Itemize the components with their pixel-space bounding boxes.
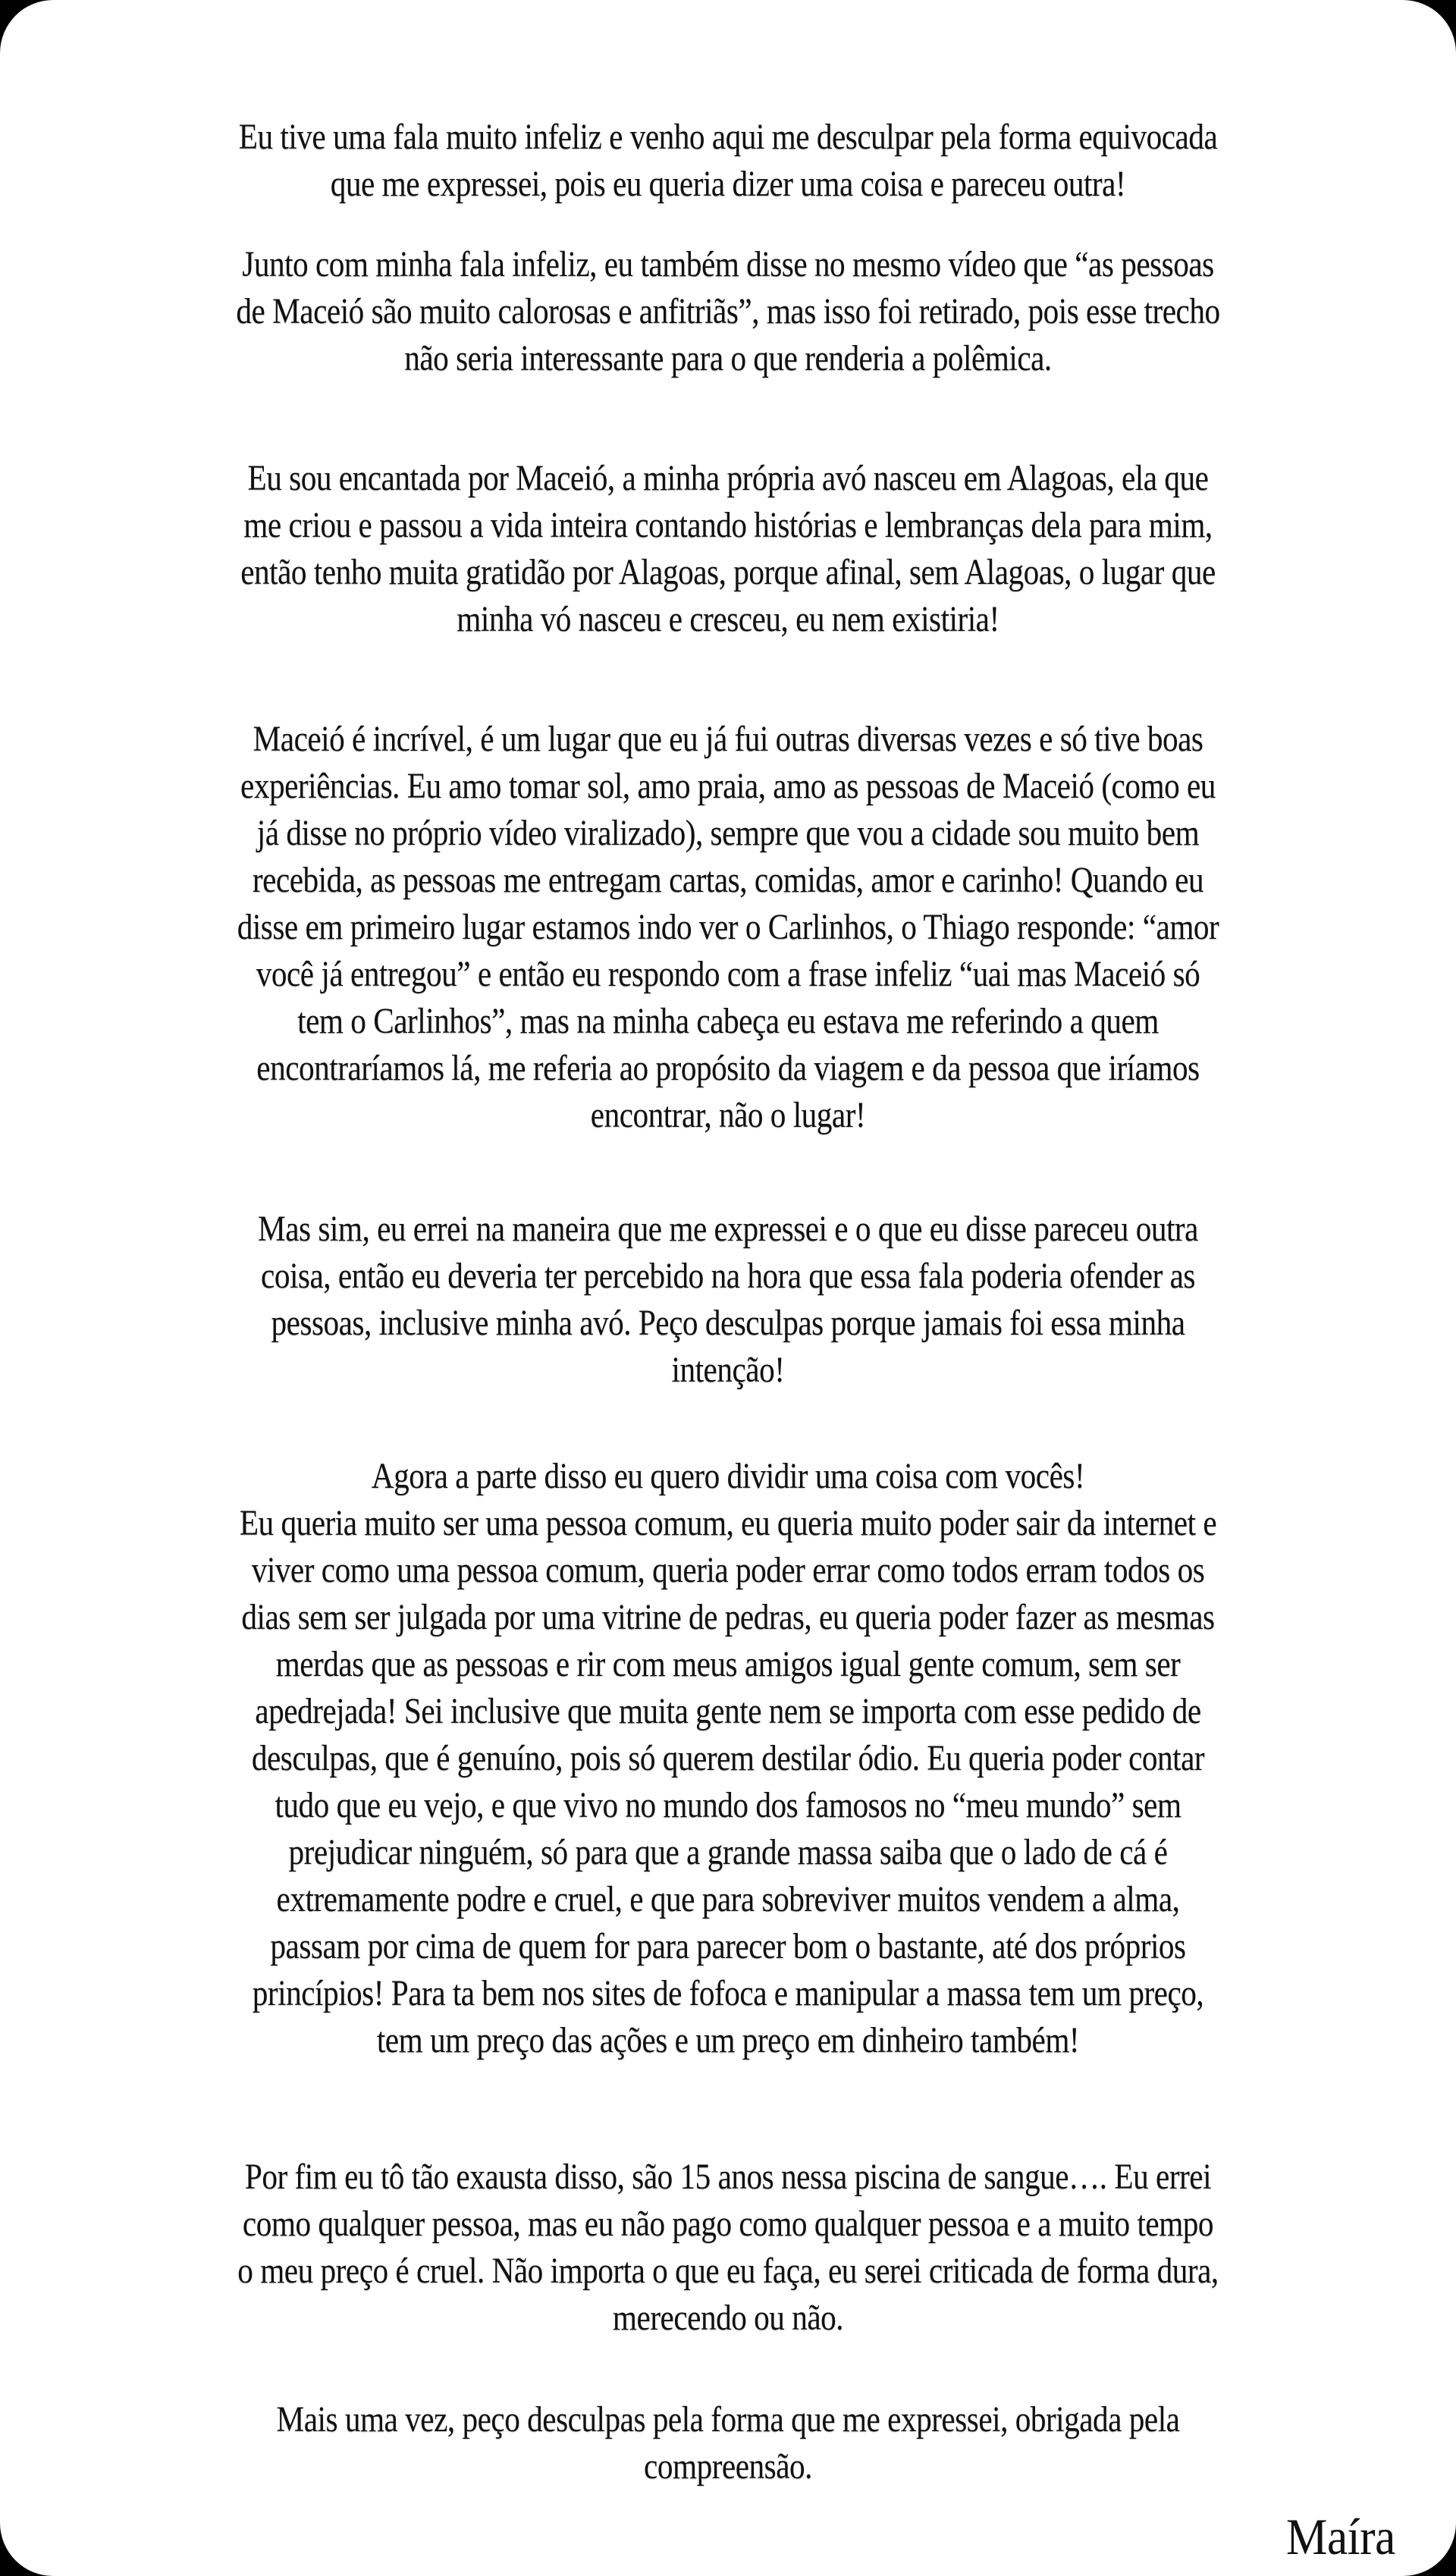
text-line: de Maceió são muito calorosas e anfitriãs”, mas isso foi retirado, pois esse trecho	[236, 291, 1220, 331]
text-line: Por fim eu tô tão exausta disso, são 15 anos nessa piscina de sangue…. Eu errei	[244, 2157, 1212, 2197]
text-line: merecendo ou não.	[612, 2298, 844, 2338]
text-line: Eu sou encantada por Maceió, a minha própria avó nasceu em Alagoas, ela que	[247, 458, 1209, 498]
text-line: você já entregou” e então eu respondo com a frase infeliz “uai mas Maceió só	[256, 954, 1200, 994]
text-line: Eu tive uma fala muito infeliz e venho aqui me desculpar pela forma equivocada	[238, 117, 1218, 157]
text-line: experiências. Eu amo tomar sol, amo praia, amo as pessoas de Maceió (como eu	[240, 766, 1216, 806]
text-line: encontraríamos lá, me referia ao propósito da viagem e da pessoa que iríamos	[256, 1048, 1200, 1088]
text-line: compreensão.	[644, 2446, 812, 2487]
text-line: apedrejada! Sei inclusive que muita gente nem se importa com esse pedido de	[255, 1691, 1201, 1731]
paragraph-2	[0, 241, 1456, 382]
text-line: minha vó nasceu e cresceu, eu nem existiria!	[457, 599, 999, 639]
text-line: princípios! Para ta bem nos sites de fofoca e manipular a massa tem um preço,	[252, 1973, 1204, 2013]
text-line: Mas sim, eu errei na maneira que me expressei e o que eu disse pareceu outra	[258, 1209, 1198, 1249]
text-line: Mais uma vez, peço desculpas pela forma que me expressei, obrigada pela	[276, 2399, 1180, 2440]
text-line: não seria interessante para o que renderia a polêmica.	[404, 338, 1052, 378]
text-line: extremamente podre e cruel, e que para sobreviver muitos vendem a alma,	[276, 1879, 1180, 1919]
text-line: prejudicar ninguém, só para que a grande massa saiba que o lado de cá é	[288, 1832, 1168, 1872]
paragraph-5	[0, 1206, 1456, 1394]
text-line: desculpas, que é genuíno, pois só querem destilar ódio. Eu queria poder contar	[251, 1738, 1205, 1778]
text-line: intenção!	[671, 1350, 785, 1390]
paragraph-8	[0, 2396, 1456, 2490]
text-line: merdas que as pessoas e rir com meus amigos igual gente comum, sem ser	[275, 1644, 1181, 1684]
text-line: o meu preço é cruel. Não importa o que eu faça, eu serei criticada de forma dura,	[237, 2251, 1219, 2291]
text-line: tem um preço das ações e um preço em dinheiro também!	[376, 2020, 1080, 2060]
paragraph-3	[0, 455, 1456, 643]
text-line: já disse no próprio vídeo viralizado), sempre que vou a cidade sou muito bem	[256, 813, 1200, 853]
text-line: dias sem ser julgada por uma vitrine de pedras, eu queria poder fazer as mesmas	[241, 1597, 1215, 1637]
paragraph-7	[0, 2154, 1456, 2342]
text-line: então tenho muita gratidão por Alagoas, porque afinal, sem Alagoas, o lugar que	[240, 552, 1216, 592]
text-line: que me expressei, pois eu queria dizer uma coisa e pareceu outra!	[330, 164, 1126, 204]
text-line: disse em primeiro lugar estamos indo ver o Carlinhos, o Thiago responde: “amor	[237, 907, 1219, 947]
text-line: viver como uma pessoa comum, queria poder errar como todos erram todos os	[251, 1550, 1205, 1590]
signature: Maíra	[1286, 2508, 1395, 2565]
text-line: pessoas, inclusive minha avó. Peço desculpas porque jamais foi essa minha	[271, 1303, 1185, 1343]
paragraph-4	[0, 716, 1456, 1139]
text-line: Agora a parte disso eu quero dividir uma coisa com vocês!	[371, 1456, 1085, 1496]
paragraph-6	[0, 1453, 1456, 2064]
text-line: passam por cima de quem for para parecer bom o bastante, até dos próprios	[270, 1926, 1186, 1966]
text-line: como qualquer pessoa, mas eu não pago como qualquer pessoa e a muito tempo	[242, 2204, 1214, 2244]
text-line: Junto com minha fala infeliz, eu também disse no mesmo vídeo que “as pessoas	[242, 244, 1214, 284]
text-line: me criou e passou a vida inteira contando histórias e lembranças dela para mim,	[243, 505, 1213, 545]
text-line: encontrar, não o lugar!	[590, 1095, 866, 1135]
text-line: Eu queria muito ser uma pessoa comum, eu queria muito poder sair da internet e	[239, 1503, 1217, 1543]
text-line: coisa, então eu deveria ter percebido na hora que essa fala poderia ofender as	[261, 1256, 1195, 1296]
text-line: tem o Carlinhos”, mas na minha cabeça eu estava me referindo a quem	[297, 1001, 1159, 1041]
text-line: recebida, as pessoas me entregam cartas, comidas, amor e carinho! Quando eu	[252, 860, 1204, 900]
text-line: tudo que eu vejo, e que vivo no mundo dos famosos no “meu mundo” sem	[275, 1785, 1181, 1825]
paragraph-1	[0, 114, 1456, 208]
text-line: Maceió é incrível, é um lugar que eu já fui outras diversas vezes e só tive boas	[253, 719, 1203, 759]
